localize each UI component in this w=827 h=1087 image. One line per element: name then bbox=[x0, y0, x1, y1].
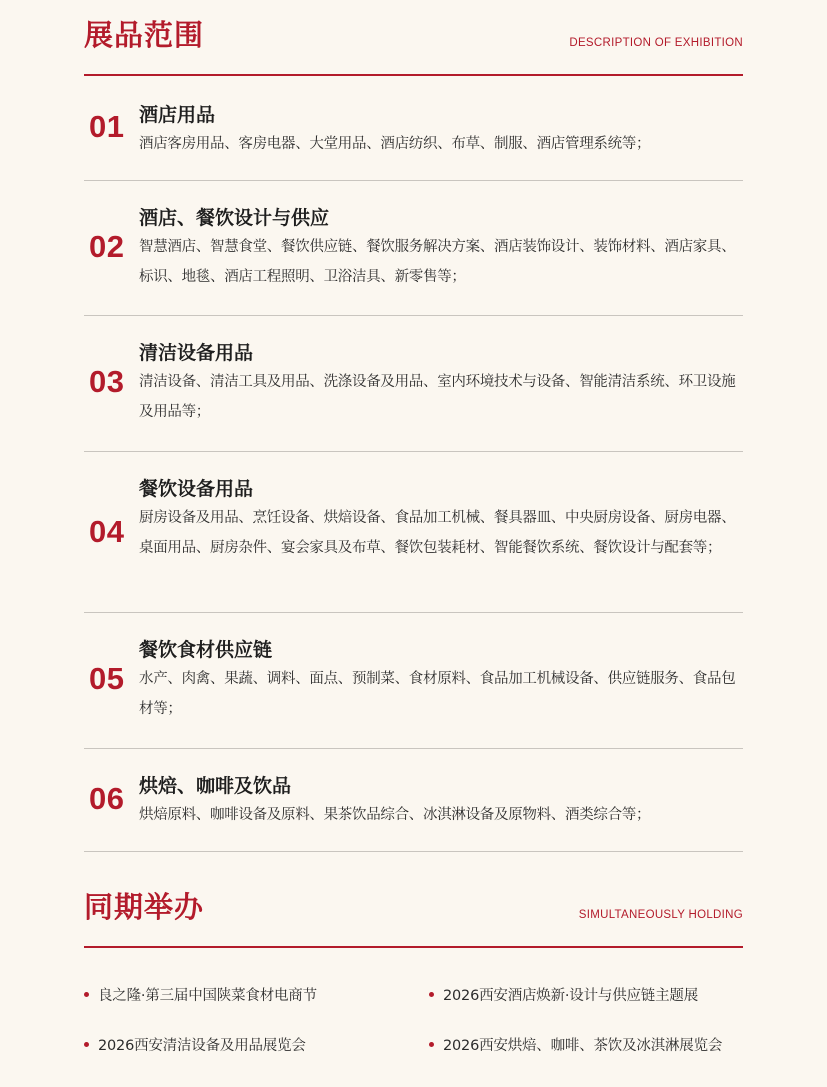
category-number: 04 bbox=[89, 514, 125, 549]
concurrent-event-label: 2026西安清洁设备及用品展览会 bbox=[98, 1038, 306, 1054]
exhibit-scope-subtitle: DESCRIPTION OF EXHIBITION bbox=[569, 37, 743, 49]
category-description: 烘焙原料、咖啡设备及原料、果茶饮品综合、冰淇淋设备及原物料、酒类综合等； bbox=[139, 807, 651, 823]
category-title: 酒店用品 bbox=[139, 104, 216, 126]
concurrent-title: 同期举办 bbox=[84, 890, 205, 924]
concurrent-event-label: 良之隆·第三届中国陕菜食材电商节 bbox=[98, 988, 317, 1004]
category-item-05 bbox=[84, 613, 743, 749]
category-item-01 bbox=[84, 77, 743, 181]
bullet-dot-icon bbox=[429, 992, 434, 997]
category-title: 餐饮设备用品 bbox=[139, 478, 254, 500]
concurrent-event-item bbox=[429, 984, 698, 1005]
bullet-dot-icon bbox=[84, 992, 89, 997]
concurrent-event-list bbox=[84, 972, 743, 1062]
category-item-02 bbox=[84, 181, 743, 316]
category-list bbox=[84, 77, 743, 852]
bullet-dot-icon bbox=[429, 1042, 434, 1047]
category-number: 05 bbox=[89, 661, 125, 696]
concurrent-event-label: 2026西安烘焙、咖啡、茶饮及冰淇淋展览会 bbox=[443, 1038, 723, 1054]
category-description: 清洁设备、清洁工具及用品、洗涤设备及用品、室内环境技术与设备、智能清洁系统、环卫设施及用品等； bbox=[139, 374, 736, 420]
category-number: 02 bbox=[89, 229, 125, 264]
exhibit-scope-title: 展品范围 bbox=[84, 18, 205, 52]
category-title: 酒店、餐饮设计与供应 bbox=[139, 207, 330, 229]
category-title: 烘焙、咖啡及饮品 bbox=[139, 775, 292, 797]
exhibit-scope-header bbox=[84, 18, 743, 62]
category-number: 01 bbox=[89, 109, 125, 144]
category-title: 清洁设备用品 bbox=[139, 342, 254, 364]
category-description: 酒店客房用品、客房电器、大堂用品、酒店纺织、布草、制服、酒店管理系统等； bbox=[139, 136, 651, 152]
category-number: 03 bbox=[89, 364, 125, 399]
exhibit-scope-rule bbox=[84, 74, 743, 76]
concurrent-event-item bbox=[429, 1034, 722, 1055]
concurrent-header bbox=[84, 890, 743, 934]
category-description: 智慧酒店、智慧食堂、餐饮供应链、餐饮服务解决方案、酒店装饰设计、装饰材料、酒店家具、标识、地毯、酒店工程照明、卫浴洁具、新零售等； bbox=[139, 239, 736, 285]
category-number: 06 bbox=[89, 781, 125, 816]
category-title: 餐饮食材供应链 bbox=[139, 639, 273, 661]
category-description: 水产、肉禽、果蔬、调料、面点、预制菜、食材原料、食品加工机械设备、供应链服务、食品包材等； bbox=[139, 671, 736, 717]
concurrent-event-item bbox=[84, 984, 317, 1005]
concurrent-event-item bbox=[84, 1034, 306, 1055]
category-item-03 bbox=[84, 316, 743, 452]
category-description: 厨房设备及用品、烹饪设备、烘焙设备、食品加工机械、餐具器皿、中央厨房设备、厨房电器、桌面用品、厨房杂件、宴会家具及布草、餐饮包装耗材、智能餐饮系统、餐饮设计与配套等； bbox=[139, 510, 736, 556]
category-item-04 bbox=[84, 452, 743, 613]
category-item-06 bbox=[84, 749, 743, 852]
concurrent-subtitle: SIMULTANEOUSLY HOLDING bbox=[578, 909, 743, 921]
concurrent-event-label: 2026西安酒店焕新·设计与供应链主题展 bbox=[443, 988, 699, 1004]
bullet-dot-icon bbox=[84, 1042, 89, 1047]
concurrent-rule bbox=[84, 946, 743, 948]
